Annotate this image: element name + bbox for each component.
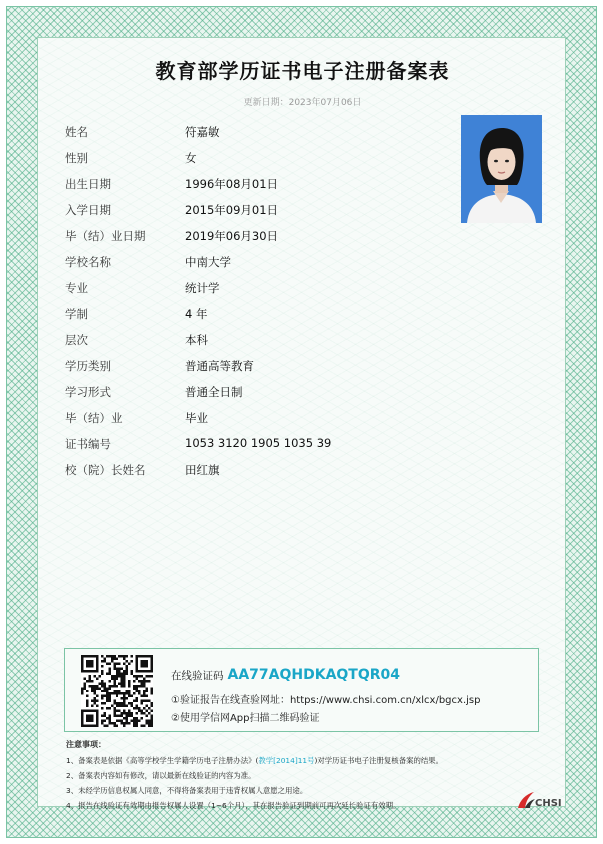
field-row-graduation-status (65, 410, 465, 430)
qr-code-icon[interactable] (81, 655, 153, 727)
field-row-president-name (65, 462, 465, 482)
field-label: 毕（结）业 (65, 411, 123, 425)
field-value: 1996年08月01日 (185, 177, 279, 191)
field-value: 符嘉敏 (185, 125, 220, 139)
note-item-1 (66, 755, 546, 770)
field-row-study-form (65, 384, 465, 404)
field-row-certificate-number (65, 436, 465, 456)
field-label: 学制 (65, 307, 88, 321)
field-label: 校（院）长姓名 (65, 463, 146, 477)
certificate-frame (6, 6, 597, 838)
verification-code-label: 在线验证码 (171, 670, 224, 682)
field-value: 1053 3120 1905 1035 39 (185, 436, 332, 450)
field-value: 本科 (185, 333, 208, 347)
field-label: 入学日期 (65, 203, 111, 217)
field-value: 毕业 (185, 411, 208, 425)
update-date: 更新日期：2023年07月06日 (243, 98, 362, 108)
field-row-enroll-date (65, 202, 465, 222)
field-label: 证书编号 (65, 437, 111, 451)
field-row-school (65, 254, 465, 274)
note-text: 1、备案表是依据《高等学校学生学籍学历电子注册办法》( (66, 756, 259, 765)
field-label: 层次 (65, 333, 88, 347)
field-label: 出生日期 (65, 177, 111, 191)
field-label: 姓名 (65, 125, 88, 139)
field-value: 统计学 (185, 281, 220, 295)
verification-code: AA77AQHDKAQTQR04 (227, 667, 401, 683)
note-text: )对学历证书电子注册复核备案的结果。 (314, 756, 444, 765)
field-label: 专业 (65, 281, 88, 295)
field-value: 女 (185, 151, 197, 165)
certificate-body (37, 37, 566, 810)
field-row-education-type (65, 358, 465, 378)
id-photo (461, 115, 542, 223)
field-label: 毕（结）业日期 (65, 229, 146, 243)
field-row-duration (65, 306, 465, 326)
notes-title: 注意事项： (66, 740, 106, 749)
field-row-major (65, 280, 465, 300)
field-value: 4 年 (185, 307, 208, 321)
field-row-name (65, 124, 465, 144)
verification-box (64, 648, 539, 732)
verification-url-line[interactable]: ①验证报告在线查验网址：https://www.chsi.com.cn/xlcx/bgcx.jsp (171, 695, 481, 706)
verification-app-line: ②使用学信网App扫描二维码验证 (171, 713, 320, 724)
field-row-birth-date (65, 176, 465, 196)
field-value: 2015年09月01日 (185, 203, 279, 217)
field-value: 普通全日制 (185, 385, 243, 399)
verification-code-row (171, 667, 400, 683)
field-value: 中南大学 (185, 255, 231, 269)
field-label: 学校名称 (65, 255, 111, 269)
field-value: 田红旗 (185, 463, 220, 477)
note-item-4: 4、报告在线验证有效期由报告权属人设置（1~6个月），其在报告验证到期前可再次延长验证有效期。 (66, 801, 401, 810)
field-label: 学历类别 (65, 359, 111, 373)
field-value: 普通高等教育 (185, 359, 254, 373)
field-value: 2019年06月30日 (185, 229, 279, 243)
note-item-2: 2、备案表内容如有修改，请以最新在线验证的内容为准。 (66, 771, 256, 780)
portrait-image (461, 115, 542, 223)
note-item-3: 3、未经学历信息权属人同意，不得将备案表用于违背权属人意愿之用途。 (66, 786, 308, 795)
notes-section (66, 739, 546, 815)
regulation-link[interactable]: 教学[2014]11号 (258, 756, 315, 765)
field-row-level (65, 332, 465, 352)
chsi-logo-text: CHSI (535, 798, 562, 809)
field-row-gender (65, 150, 465, 170)
field-label: 性别 (65, 151, 88, 165)
field-row-graduation-date (65, 228, 465, 248)
field-label: 学习形式 (65, 385, 111, 399)
document-title: 教育部学历证书电子注册备案表 (155, 59, 450, 83)
